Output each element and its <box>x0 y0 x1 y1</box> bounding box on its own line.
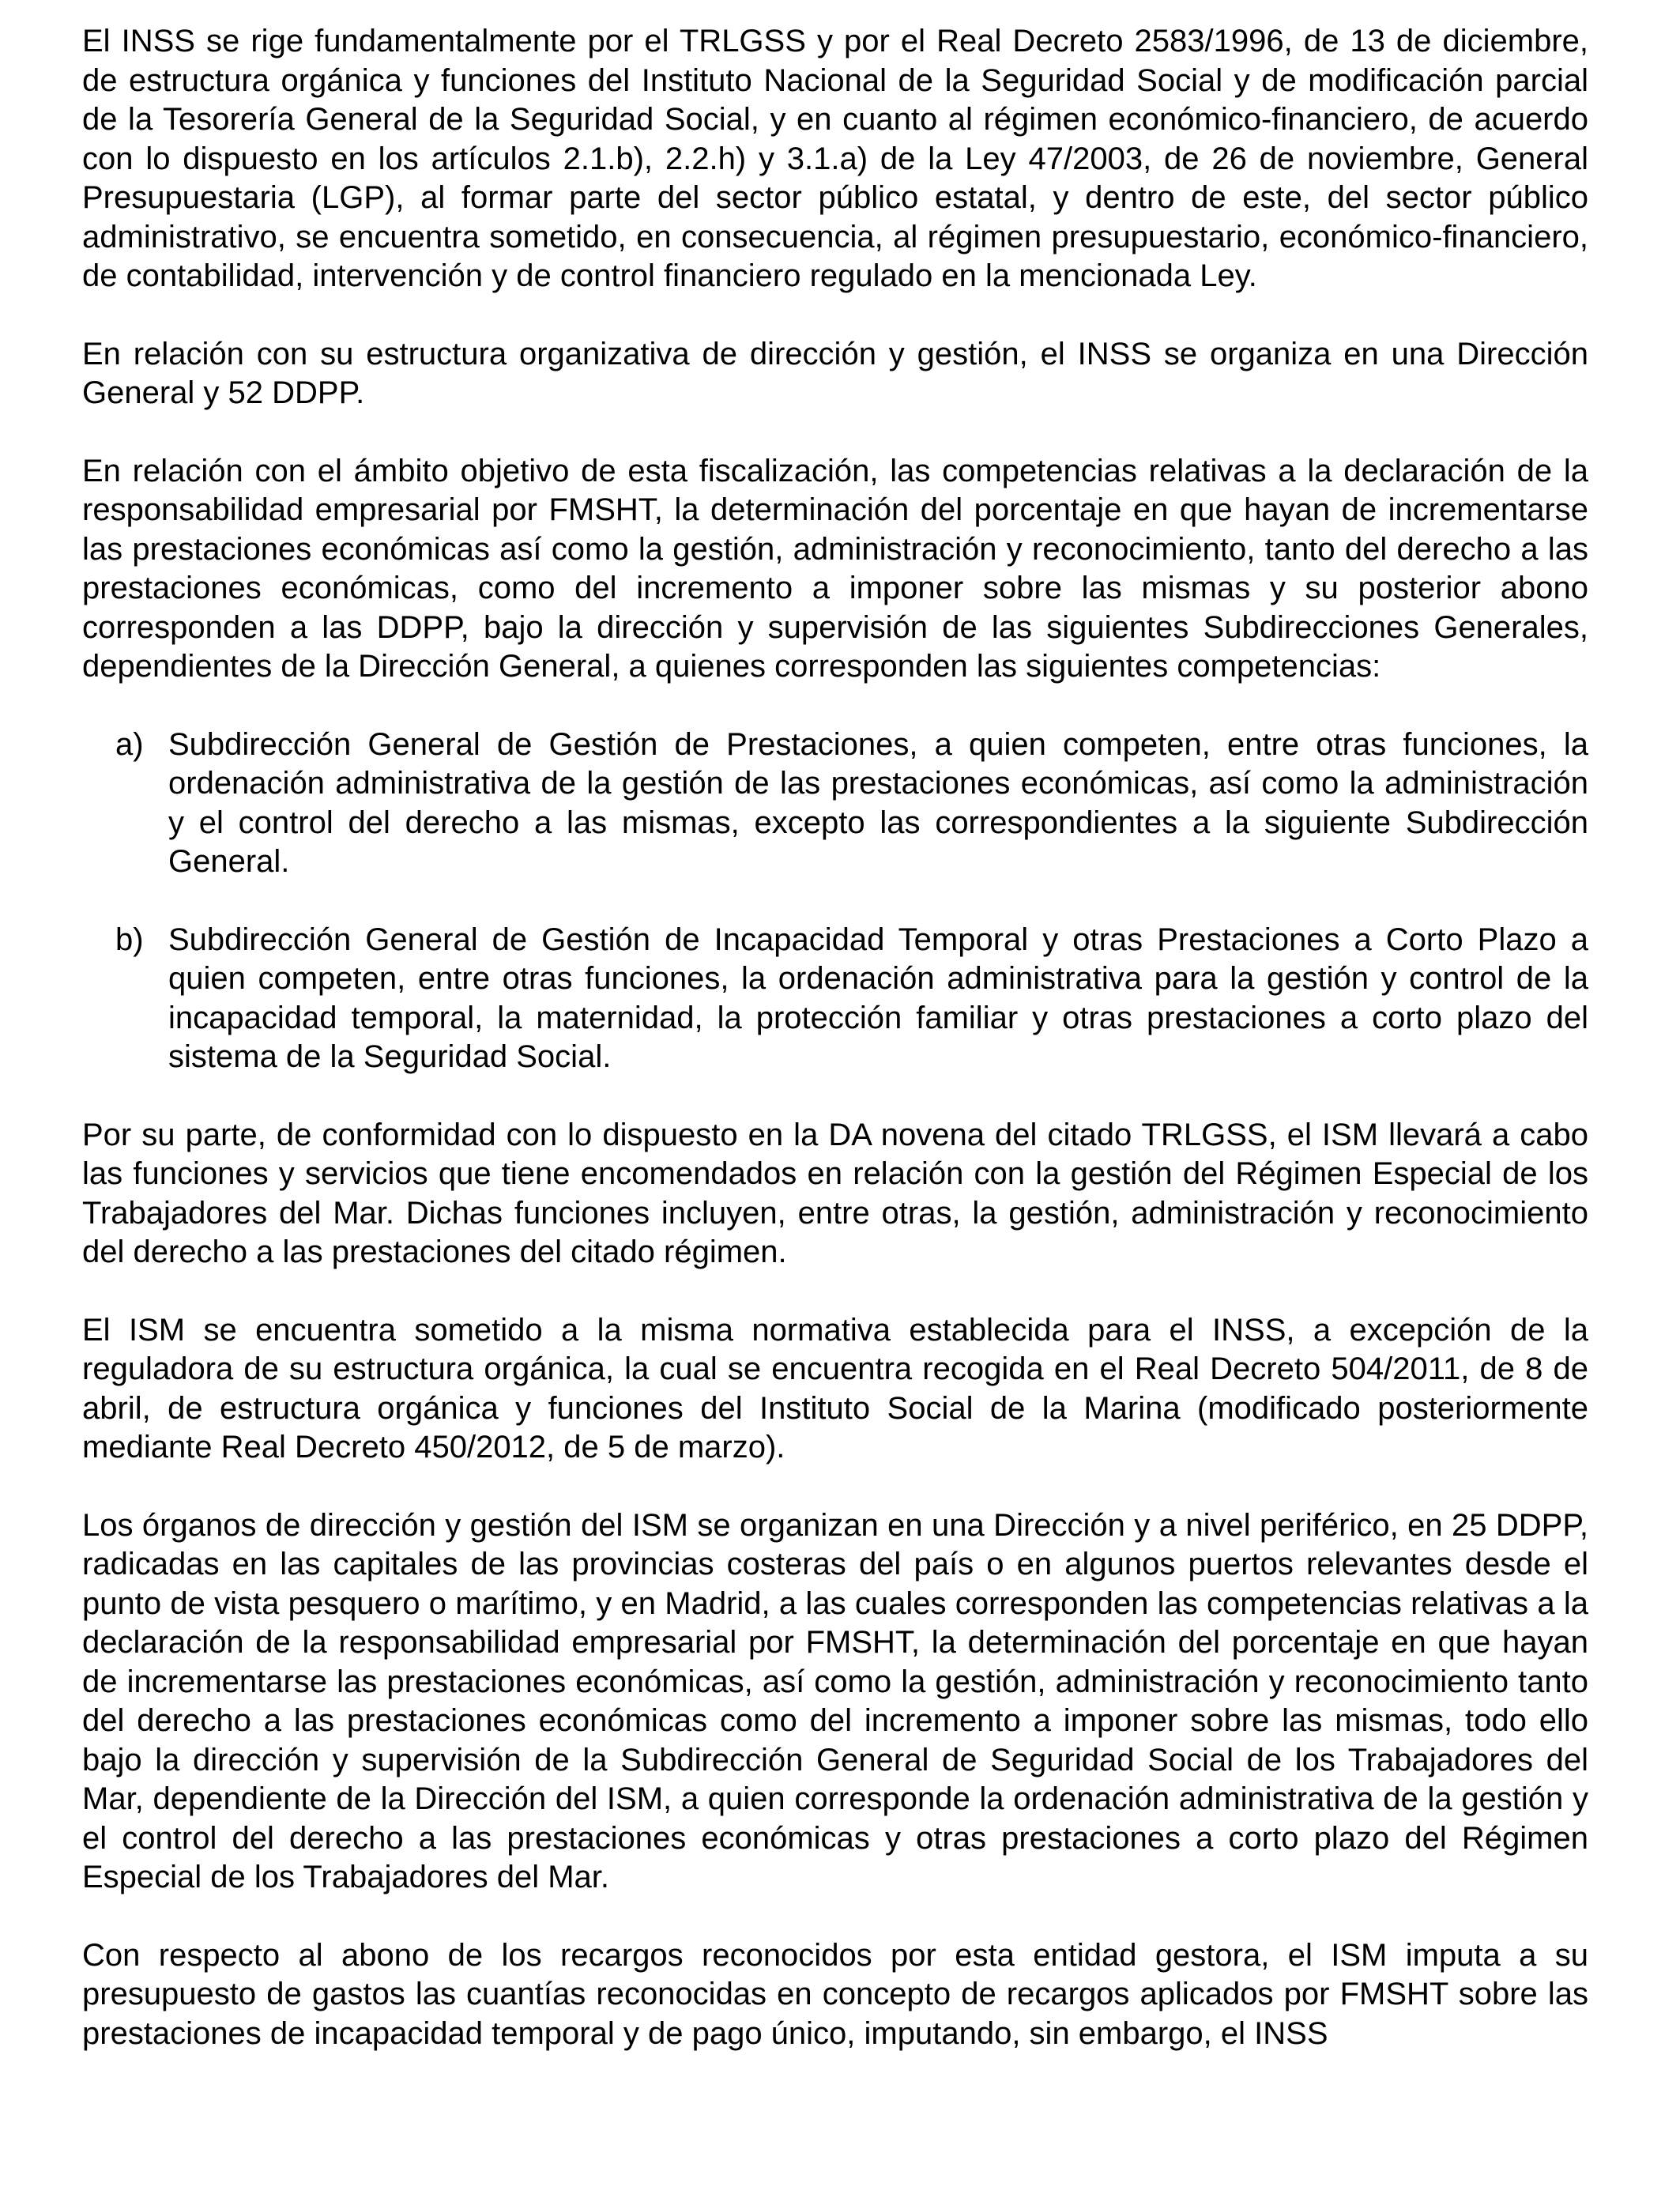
list-item <box>82 726 1588 882</box>
subdirecciones-list <box>82 726 1588 1077</box>
paragraph-ism-organos: Los órganos de dirección y gestión del ISM se organizan en una Dirección y a nivel periférico, en 25 DDPP, radicadas en las capitales de las provincias costeras del país o en algunos puertos relevantes desde el punto de vista pesquero o marítimo, y en Madrid, a las cuales corresponden las competencias relativas a la declaración de la responsabilidad empresarial por FMSHT, la determinación del porcentaje en que hayan de incrementarse las prestaciones económicas, así como la gestión, administración y reconocimiento tanto del derecho a las prestaciones económicas como del incremento a imponer sobre las mismas, todo ello bajo la dirección y supervisión de la Subdirección General de Seguridad Social de los Trabajadores del Mar, dependiente de la Dirección del ISM, a quien corresponde la ordenación administrativa de la gestión y el control del derecho a las prestaciones económicas y otras prestaciones a corto plazo del Régimen Especial de los Trabajadores del Mar. <box>82 1507 1588 1894</box>
paragraph-ism-funciones: Por su parte, de conformidad con lo dispuesto en la DA novena del citado TRLGSS, el ISM llevará a cabo las funciones y servicios que tiene encomendados en relación con la gestión del Régimen Especial de los Trabajadores del Mar. Dichas funciones incluyen, entre otras, la gestión, administración y reconocimiento del derecho a las prestaciones del citado régimen. <box>82 1117 1588 1269</box>
document-page <box>82 22 1588 2092</box>
paragraph-abono-recargos: Con respecto al abono de los recargos reconocidos por esta entidad gestora, el ISM imputa a su presupuesto de gastos las cuantías reconocidas en concepto de recargos aplicados por FMSHT sobre las prestaciones de incapacidad temporal y de pago único, imputando, sin embargo, el INSS <box>82 1937 1588 2051</box>
paragraph-ism-normativa: El ISM se encuentra sometido a la misma normativa establecida para el INSS, a excepción de la reguladora de su estructura orgánica, la cual se encuentra recogida en el Real Decreto 504/2011, de 8 de abril, de estructura orgánica y funciones del Instituto Social de la Marina (modificado posteriormente mediante Real Decreto 450/2012, de 5 de marzo). <box>82 1312 1588 1465</box>
paragraph-inss-estructura: En relación con su estructura organizativa de dirección y gestión, el INSS se organiza en una Dirección General y 52 DDPP. <box>82 336 1588 410</box>
paragraph-inss-regimen: El INSS se rige fundamentalmente por el TRLGSS y por el Real Decreto 2583/1996, de 13 de diciembre, de estructura orgánica y funciones del Instituto Nacional de la Seguridad Social y de modificación parcial de la Tesorería General de la Seguridad Social, y en cuanto al régimen económico-financiero, de acuerdo con lo dispuesto en los artículos 2.1.b), 2.2.h) y 3.1.a) de la Ley 47/2003, de 26 de noviembre, General Presupuestaria (LGP), al formar parte del sector público estatal, y dentro de este, del sector público administrativo, se encuentra sometido, en consecuencia, al régimen presupuestario, económico-financiero, de contabilidad, intervención y de control financiero regulado en la mencionada Ley. <box>82 24 1588 293</box>
list-item-text: Subdirección General de Gestión de Incapacidad Temporal y otras Prestaciones a Corto Plazo a quien competen, entre otras funciones, la ordenación administrativa para la gestión y control de la incapacidad temporal, la maternidad, la protección familiar y otras prestaciones a corto plazo del sistema de la Seguridad Social. <box>168 922 1588 1074</box>
paragraph-ambito-fiscalizacion: En relación con el ámbito objetivo de esta fiscalización, las competencias relativas a la declaración de la responsabilidad empresarial por FMSHT, la determinación del porcentaje en que hayan de incrementarse las prestaciones económicas así como la gestión, administración y reconocimiento, tanto del derecho a las prestaciones económicas, como del incremento a imponer sobre las mismas y su posterior abono corresponden a las DDPP, bajo la dirección y supervisión de las siguientes Subdirecciones Generales, dependientes de la Dirección General, a quienes corresponden las siguientes competencias: <box>82 453 1588 684</box>
list-marker: b) <box>115 922 144 957</box>
list-item-text: Subdirección General de Gestión de Prestaciones, a quien competen, entre otras funciones, la ordenación administrativa de la gestión de las prestaciones económicas, así como la administración y el control del derecho a las mismas, excepto las correspondientes a la siguiente Subdirección General. <box>168 726 1588 879</box>
list-item <box>82 921 1588 1077</box>
list-marker: a) <box>115 726 144 762</box>
